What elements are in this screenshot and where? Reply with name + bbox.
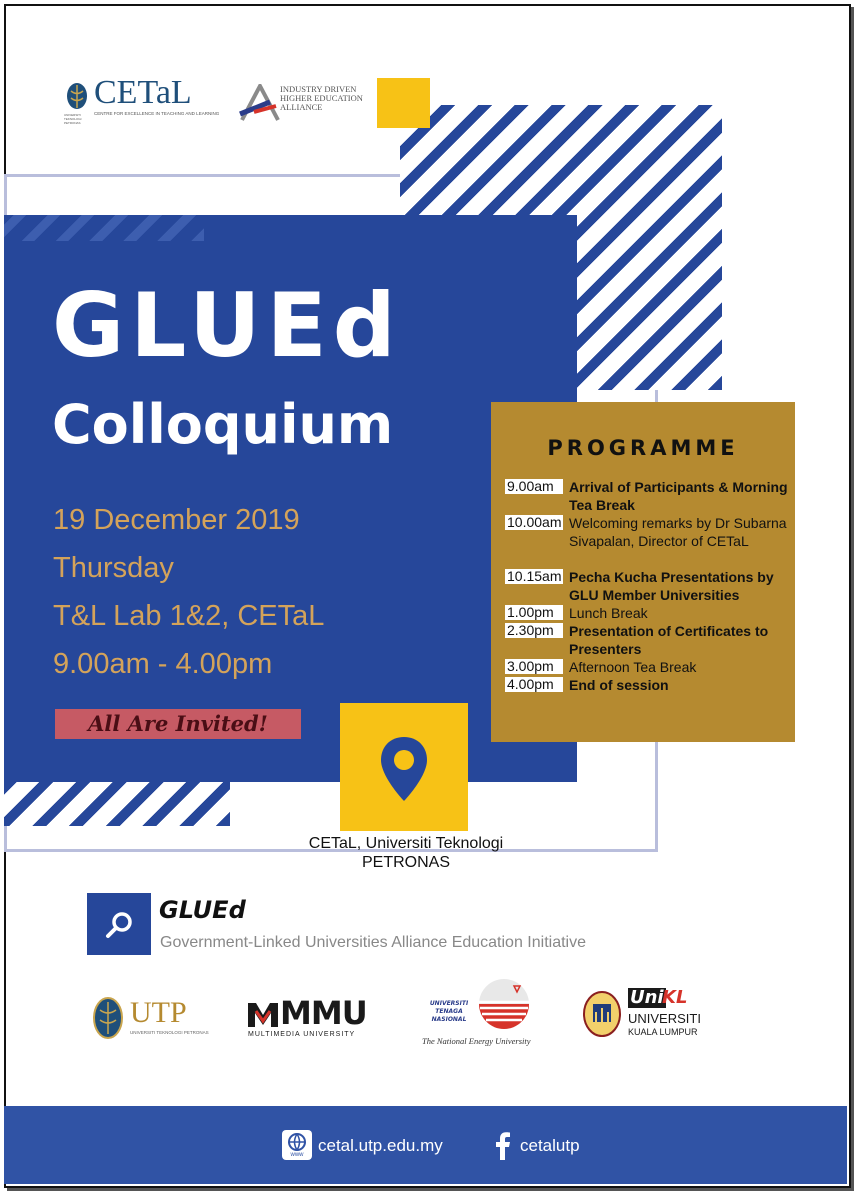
event-time: 9.00am - 4.00pm bbox=[53, 648, 273, 680]
facebook-glyph-icon bbox=[488, 1130, 516, 1160]
uniten-sun-icon bbox=[476, 978, 532, 1030]
unikl-logo bbox=[582, 988, 706, 1040]
alliance-logo bbox=[236, 84, 376, 124]
cetal-logo-text: CETaL bbox=[94, 74, 192, 111]
unikl-crest-icon bbox=[582, 990, 622, 1038]
uniten-logo bbox=[420, 978, 534, 1048]
programme-time: 9.00am bbox=[505, 479, 563, 494]
unikl-logo-kl: KL bbox=[662, 987, 688, 1008]
globe-www-label: www bbox=[290, 1152, 304, 1158]
event-title: GLUEd bbox=[52, 274, 402, 377]
location-line1: CETaL, Universiti Teknologi bbox=[308, 835, 504, 852]
glued-fullname: Government-Linked Universities Alliance Education Initiative bbox=[160, 934, 586, 951]
alliance-a-icon bbox=[236, 84, 280, 122]
mmu-logo-subtitle: MULTIMEDIA UNIVERSITY bbox=[248, 1031, 356, 1038]
mmu-logo bbox=[246, 994, 376, 1039]
programme-desc: Welcoming remarks by Dr Subarna Sivapalan, Director of CETaL bbox=[569, 515, 787, 549]
programme-time: 3.00pm bbox=[505, 659, 563, 674]
cetal-logo bbox=[64, 74, 226, 128]
footer-bar bbox=[4, 1106, 847, 1184]
globe-icon[interactable] bbox=[282, 1130, 312, 1160]
programme-time: 10.15am bbox=[507, 568, 562, 584]
utp-logo bbox=[92, 996, 212, 1042]
website-link[interactable]: cetal.utp.edu.my bbox=[318, 1136, 443, 1155]
event-day: Thursday bbox=[53, 552, 174, 584]
programme-time: 10.00am bbox=[507, 514, 562, 530]
cetal-logo-subtitle: CENTRE FOR EXCELLENCE IN TEACHING AND LEARNING bbox=[94, 111, 220, 116]
yellow-accent-square bbox=[377, 78, 430, 128]
programme-desc: Presentation of Certificates to Presenters bbox=[569, 623, 769, 657]
mmu-logo-text: MMU bbox=[280, 994, 367, 1032]
programme-time: 1.00pm bbox=[505, 605, 563, 620]
event-subtitle: Colloquium bbox=[52, 393, 394, 456]
utp-logo-subtitle: UNIVERSITI TEKNOLOGI PETRONAS bbox=[130, 1030, 209, 1035]
facebook-link[interactable]: cetalutp bbox=[520, 1136, 580, 1155]
search-icon bbox=[103, 909, 135, 941]
event-venue: T&L Lab 1&2, CETaL bbox=[53, 600, 325, 632]
unikl-logo-uni: Uni bbox=[630, 987, 664, 1008]
globe-glyph-icon bbox=[287, 1132, 307, 1152]
programme-desc: Pecha Kucha Presentations by GLU Member Universities bbox=[569, 569, 774, 603]
programme-time: 4.00pm bbox=[505, 677, 563, 692]
location-box bbox=[340, 703, 468, 831]
unikl-logo-sub2: KUALA LUMPUR bbox=[628, 1027, 698, 1037]
diagonal-stripes-bottom bbox=[4, 782, 230, 826]
programme-panel bbox=[491, 402, 795, 742]
invite-banner: All Are Invited! bbox=[55, 709, 301, 739]
programme-desc: Afternoon Tea Break bbox=[569, 659, 697, 675]
programme-desc: Lunch Break bbox=[569, 605, 648, 621]
programme-desc: Arrival of Participants & Morning Tea Break bbox=[569, 479, 788, 513]
programme-desc: End of session bbox=[569, 677, 669, 693]
glued-logo-box bbox=[87, 893, 151, 955]
glued-name: GLUEd bbox=[159, 896, 246, 924]
uniten-logo-text: UNIVERSITI TENAGA NASIONAL bbox=[429, 1000, 469, 1023]
facebook-icon[interactable] bbox=[488, 1130, 516, 1160]
location-line2: PETRONAS bbox=[361, 854, 450, 871]
programme-time: 2.30pm bbox=[505, 623, 563, 638]
location-text bbox=[290, 834, 522, 872]
utp-seal-icon bbox=[92, 996, 124, 1040]
map-pin-icon bbox=[376, 733, 432, 805]
diagonal-stripes-panel bbox=[4, 215, 204, 241]
cetal-seal-icon bbox=[66, 82, 88, 112]
event-date: 19 December 2019 bbox=[53, 504, 300, 536]
cetal-seal-text: UNIVERSITI TEKNOLOGI PETRONAS bbox=[64, 113, 82, 125]
utp-logo-text: UTP bbox=[130, 996, 187, 1029]
alliance-logo-text: INDUSTRY DRIVEN HIGHER EDUCATION ALLIANCE bbox=[280, 84, 363, 112]
programme-heading: PROGRAMME bbox=[547, 436, 739, 460]
unikl-logo-sub1: UNIVERSITI bbox=[628, 1011, 701, 1026]
uniten-tagline: The National Energy University bbox=[422, 1036, 531, 1046]
mmu-mark-icon bbox=[246, 999, 280, 1029]
